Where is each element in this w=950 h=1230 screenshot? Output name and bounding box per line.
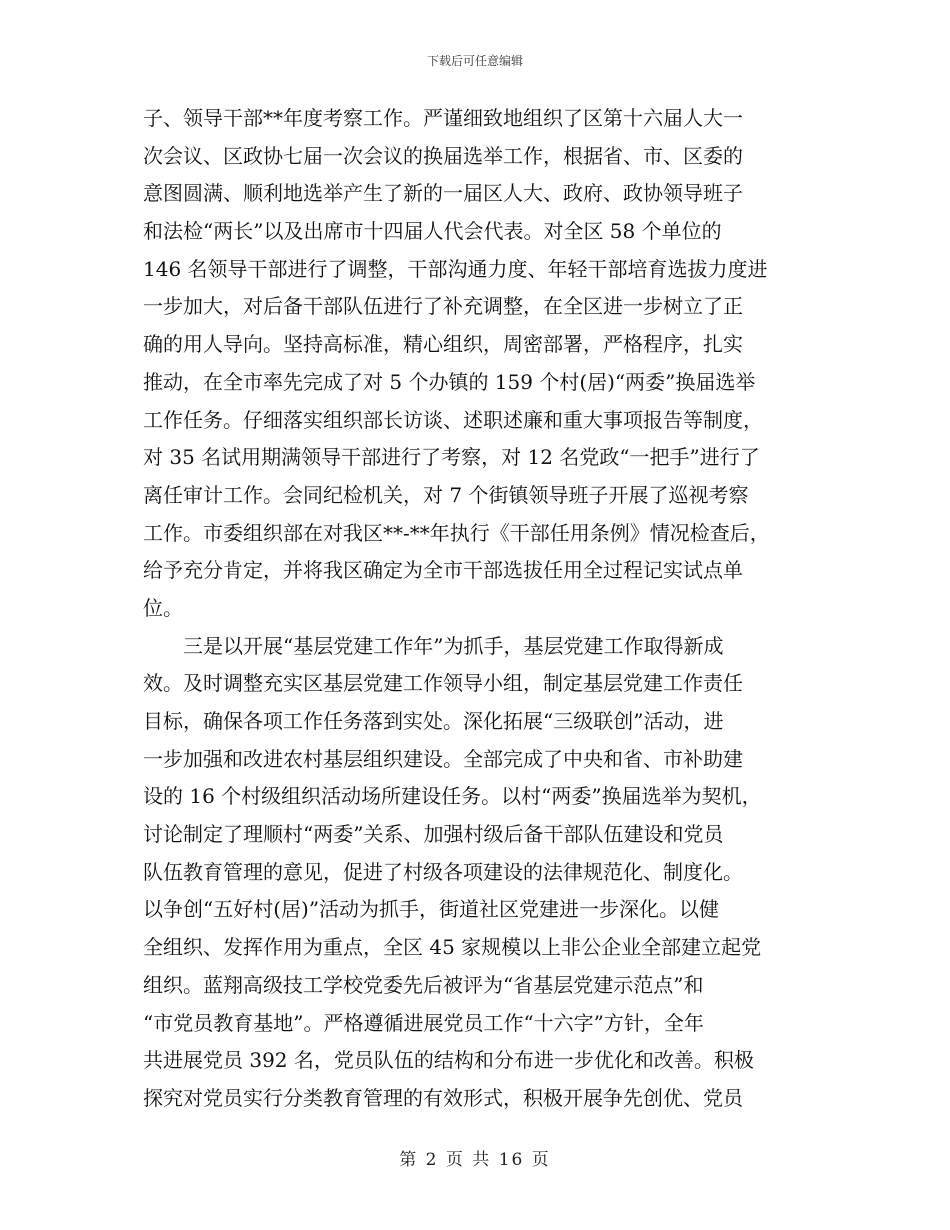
text-line: 和法检“两长”以及出席市十四届人代会代表。对全区 58 个单位的 <box>143 219 722 244</box>
document-body <box>143 100 811 1118</box>
text-line: 共进展党员 392 名，党员队伍的结构和分布进一步优化和改善。积极 <box>143 1048 754 1073</box>
text-line: 以争创“五好村(居)”活动为抓手，街道社区党建进一步深化。以健 <box>143 897 720 922</box>
text-line: 146 名领导干部进行了调整，干部沟通力度、年轻干部培育选拔力度进 <box>143 256 768 281</box>
text-line: 推动，在全市率先完成了对 5 个办镇的 159 个村(居)“两委”换届选举 <box>143 369 756 394</box>
text-line: 确的用人导向。坚持高标准，精心组织，周密部署，严格程序，扎实 <box>143 332 743 357</box>
text-line: 讨论制定了理顺村“两委”关系、加强村级后备干部队伍建设和党员 <box>143 822 724 847</box>
text-line: 离任审计工作。会同纪检机关，对 7 个街镇领导班子开展了巡视考察 <box>143 482 749 507</box>
text-line: 探究对党员实行分类教育管理的有效形式，积极开展争先创优、党员 <box>143 1085 743 1110</box>
text-line: 位。 <box>143 595 183 620</box>
text-line: 队伍教育管理的意见，促进了村级各项建设的法律规范化、制度化。 <box>143 859 743 884</box>
text-line: 设的 16 个村级组织活动场所建设任务。以村“两委”换届选举为契机， <box>143 784 762 809</box>
text-line: 全组织、发挥作用为重点，全区 45 家规模以上非公企业全部建立起党 <box>143 935 762 960</box>
text-line: 组织。蓝翔高级技工学校党委先后被评为“省基层党建示范点”和 <box>143 972 704 997</box>
text-line: 对 35 名试用期满领导干部进行了考察，对 12 名党政“一把手”进行了 <box>143 445 760 470</box>
text-line: 给予充分肯定，并将我区确定为全市干部选拔任用全过程记实试点单 <box>143 558 743 583</box>
text-line: 意图圆满、顺利地选举产生了新的一届区人大、政府、政协领导班子 <box>143 181 743 206</box>
page-footer: 第 2 页 共 16 页 <box>399 1150 551 1170</box>
text-line: 一步加强和改进农村基层组织建设。全部完成了中央和省、市补助建 <box>143 746 743 771</box>
text-line: “市党员教育基地”。严格遵循进展党员工作“十六字”方针，全年 <box>143 1010 704 1035</box>
text-line: 目标，确保各项工作任务落到实处。深化拓展“三级联创”活动，进 <box>143 709 724 733</box>
text-line: 工作任务。仔细落实组织部长访谈、述职述廉和重大事项报告等制度， <box>143 407 763 432</box>
text-line: 一步加大，对后备干部队伍进行了补充调整，在全区进一步树立了正 <box>143 294 743 319</box>
text-line: 三是以开展“基层党建工作年”为抓手，基层党建工作取得新成 <box>183 633 724 658</box>
text-line: 次会议、区政协七届一次会议的换届选举工作，根据省、市、区委的 <box>143 143 743 168</box>
text-line: 子、领导干部**年度考察工作。严谨细致地组织了区第十六届人大一 <box>143 106 743 130</box>
page-header: 下载后可任意编辑 <box>426 54 523 68</box>
text-line: 工作。市委组织部在对我区**-**年执行《干部任用条例》情况检查后， <box>143 520 770 545</box>
text-line: 效。及时调整充实区基层党建工作领导小组，制定基层党建工作责任 <box>143 671 743 696</box>
